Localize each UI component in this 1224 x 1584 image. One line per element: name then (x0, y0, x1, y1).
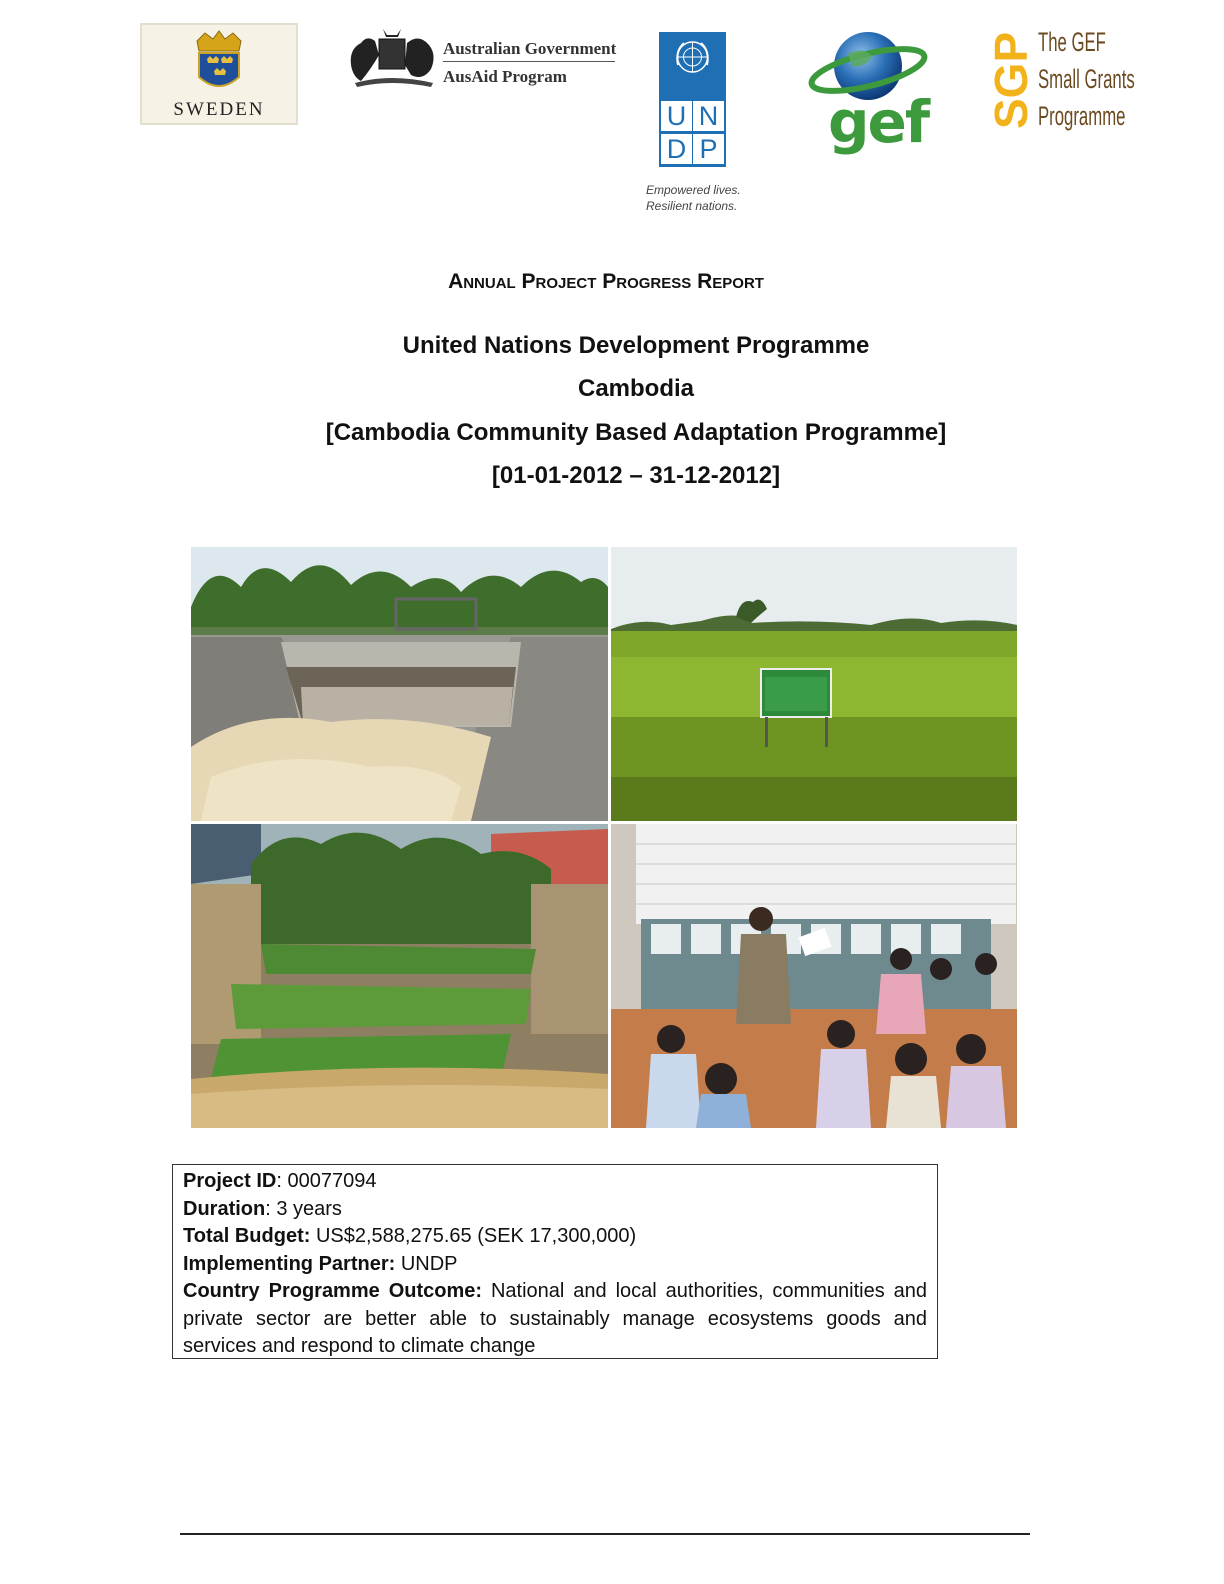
country-title: Cambodia (577, 375, 694, 402)
budget-value: US$2,588,275.65 (SEK 17,300,000) (310, 1225, 637, 1247)
undp-logo (646, 32, 756, 214)
sgp-letters: SGP (985, 31, 1037, 129)
sweden-wordmark: SWEDEN (173, 99, 265, 120)
gef-logo (806, 26, 930, 166)
sgp-line3: Programme (1038, 101, 1126, 131)
partner-value: UNDP (395, 1252, 458, 1275)
project-id-row (183, 1168, 927, 1196)
undp-letter-n: N (693, 101, 724, 131)
budget-row (183, 1223, 927, 1251)
sweden-crest-icon (187, 29, 251, 99)
undp-box (659, 32, 726, 167)
duration-value: : 3 years (265, 1197, 342, 1220)
photo-water-spillway (191, 547, 608, 821)
australian-aid-divider (443, 61, 615, 62)
australian-aid-logo (345, 25, 617, 93)
undp-tagline-line1: Empowered lives. (646, 183, 741, 197)
project-info-box (172, 1164, 938, 1359)
photo-vegetable-garden (191, 824, 608, 1128)
undp-tagline (646, 182, 756, 214)
project-id-value: : 00077094 (276, 1170, 377, 1192)
outcome-row (183, 1278, 927, 1361)
sweden-logo (140, 23, 298, 125)
undp-letter-d: D (661, 134, 692, 164)
partner-row (183, 1251, 927, 1279)
organization-title: United Nations Development Programme (402, 332, 870, 359)
australian-government-text: Australian Government (443, 39, 617, 58)
outcome-value: National and local authorities, communities and private sector are better able to sustainably manage ecosystems goods and services and respond to climate change (183, 1280, 927, 1357)
duration-row (183, 1196, 927, 1224)
programme-title: [Cambodia Community Based Adaptation Programme] (325, 419, 947, 446)
project-id-label: Project ID (183, 1170, 277, 1192)
sgp-line1: The GEF (1038, 27, 1106, 57)
undp-letter-u: U (661, 101, 692, 131)
gef-wordmark: gef (828, 88, 929, 156)
outcome-label: Country Programme Outcome: (183, 1280, 483, 1302)
photo-rice-field (611, 547, 1017, 821)
australian-coat-of-arms-icon (345, 25, 441, 91)
photo-community-meeting (611, 824, 1017, 1128)
undp-letter-p: P (693, 134, 724, 164)
un-emblem-icon (672, 35, 713, 79)
sgp-logo (985, 22, 1135, 142)
aid-program-text: AusAid Program (443, 67, 567, 86)
reporting-period: [01-01-2012 – 31-12-2012] (491, 462, 781, 489)
duration-label: Duration (183, 1197, 266, 1220)
undp-tagline-line2: Resilient nations. (646, 199, 738, 213)
partner-label: Implementing Partner: (183, 1252, 396, 1275)
sgp-line2: Small Grants (1038, 64, 1135, 94)
footer-rule (180, 1533, 1030, 1535)
budget-label: Total Budget: (183, 1225, 311, 1247)
sgp-wordmark (1038, 24, 1135, 135)
report-heading: Annual Project Progress Report (448, 270, 764, 293)
